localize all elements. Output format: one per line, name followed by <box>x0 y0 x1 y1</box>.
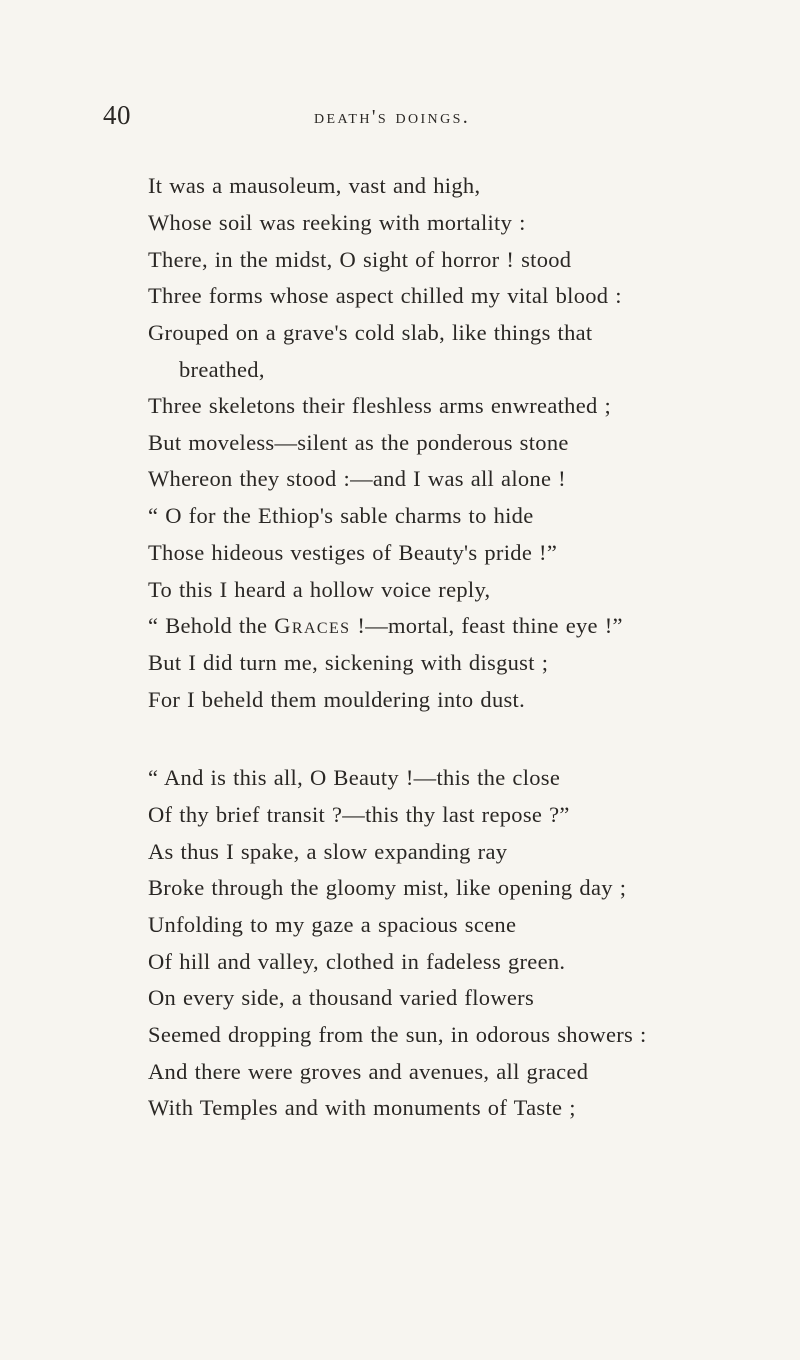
verse-line: Those hideous vestiges of Beauty's pride !” <box>148 540 558 565</box>
verse-line: And there were groves and avenues, all graced <box>148 1059 589 1084</box>
verse-line-continuation: breathed, <box>179 357 265 382</box>
verse-line: But I did turn me, sickening with disgust ; <box>148 650 549 675</box>
verse-line: For I beheld them mouldering into dust. <box>148 687 526 712</box>
verse-line: But moveless—silent as the ponderous stone <box>148 430 569 455</box>
verse-line: Grouped on a grave's cold slab, like things that <box>148 320 593 345</box>
verse-line <box>148 613 623 639</box>
verse-line: “ And is this all, O Beauty !—this the close <box>148 765 561 790</box>
verse-line: Broke through the gloomy mist, like opening day ; <box>148 875 627 900</box>
verse-line: There, in the midst, O sight of horror ! stood <box>148 247 572 272</box>
verse-line: It was a mausoleum, vast and high, <box>148 173 481 198</box>
verse-line: Of hill and valley, clothed in fadeless green. <box>148 949 566 974</box>
page-header <box>0 100 800 140</box>
verse-text: “ Behold the <box>148 613 275 638</box>
verse-line: To this I heard a hollow voice reply, <box>148 577 491 602</box>
verse-line: Whereon they stood :—and I was all alone ! <box>148 466 566 491</box>
verse-line: Seemed dropping from the sun, in odorous showers : <box>148 1022 647 1047</box>
verse-line: On every side, a thousand varied flowers <box>148 985 535 1010</box>
running-head: death's doings. <box>314 106 471 128</box>
page-number: 40 <box>103 100 131 130</box>
verse-line: Three forms whose aspect chilled my vital blood : <box>148 283 622 308</box>
small-caps-word: Graces <box>274 613 351 638</box>
verse-line: Three skeletons their fleshless arms enwreathed ; <box>148 393 612 418</box>
verse-line: Of thy brief transit ?—this thy last repose ?” <box>148 802 570 827</box>
verse-line: “ O for the Ethiop's sable charms to hide <box>148 503 534 528</box>
verse-line: Whose soil was reeking with mortality : <box>148 210 526 235</box>
verse-line: Unfolding to my gaze a spacious scene <box>148 912 517 937</box>
verse-text: !—mortal, feast thine eye !” <box>350 613 623 638</box>
verse-line: As thus I spake, a slow expanding ray <box>148 839 508 864</box>
verse-line: With Temples and with monuments of Taste ; <box>148 1095 576 1120</box>
